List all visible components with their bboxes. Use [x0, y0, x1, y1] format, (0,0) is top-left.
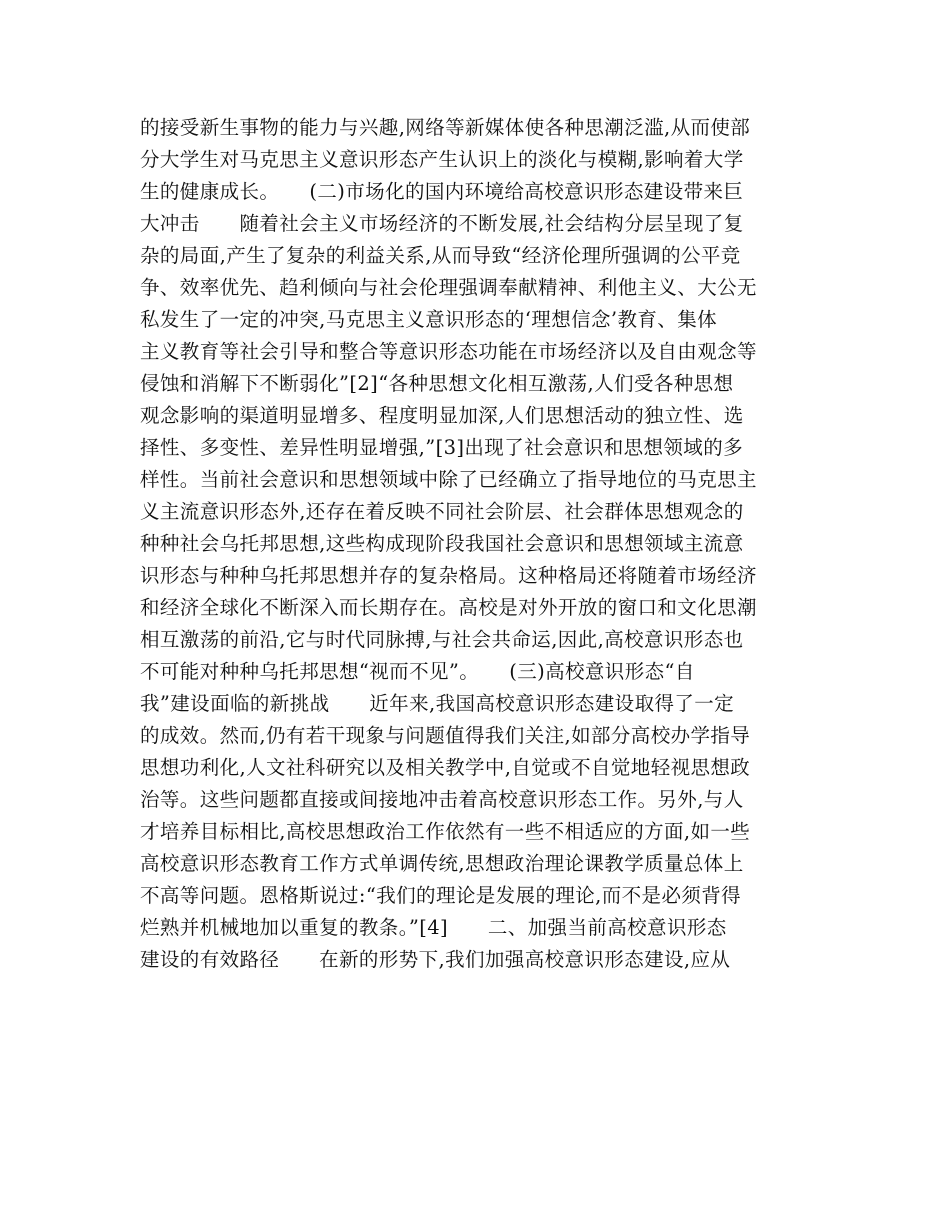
text-line: 择性、多变性、差异性明显增强,”[3]出现了社会意识和思想领域的多 — [140, 436, 743, 459]
text-line: 相互激荡的前沿,它与时代同脉搏,与社会共命运,因此,高校意识形态也 — [140, 628, 744, 651]
text-line: 和经济全球化不断深入而长期存在。高校是对外开放的窗口和文化思潮 — [140, 596, 757, 619]
text-line: 侵蚀和消解下不断弱化”[2]“各种思想文化相互激荡,人们受各种思想 — [140, 372, 734, 395]
text-line: 烂熟并机械地加以重复的教条。”[4] 二、加强当前高校意识形态 — [140, 916, 727, 939]
text-line: 主义教育等社会引导和整合等意识形态功能在市场经济以及自由观念等 — [140, 340, 757, 363]
text-line: 生的健康成长。 (二)市场化的国内环境给高校意识形态建设带来巨 — [140, 180, 744, 203]
text-line: 高校意识形态教育工作方式单调传统,思想政治理论课教学质量总体上 — [140, 852, 744, 875]
text-line: 不高等问题。恩格斯说过:“我们的理论是发展的理论,而不是必须背得 — [140, 884, 742, 907]
body-text — [140, 112, 820, 976]
text-line: 样性。当前社会意识和思想领域中除了已经确立了指导地位的马克思主 — [140, 468, 757, 491]
text-line: 争、效率优先、趋利倾向与社会伦理强调奉献精神、利他主义、大公无 — [140, 276, 757, 299]
text-line: 的接受新生事物的能力与兴趣,网络等新媒体使各种思潮泛滥,从而使部 — [140, 116, 751, 139]
text-line: 义主流意识形态外,还存在着反映不同社会阶层、社会群体思想观念的 — [140, 500, 744, 523]
text-line: 分大学生对马克思主义意识形态产生认识上的淡化与模糊,影响着大学 — [140, 148, 744, 171]
text-line: 建设的有效路径 在新的形势下,我们加强高校意识形态建设,应从 — [140, 948, 731, 971]
text-line: 杂的局面,产生了复杂的利益关系,从而导致“经济伦理所强调的公平竞 — [140, 244, 741, 267]
text-line: 私发生了一定的冲突,马克思主义意识形态的‘理想信念’教育、集体 — [140, 308, 717, 331]
text-line: 才培养目标相比,高校思想政治工作依然有一些不相适应的方面,如一些 — [140, 820, 751, 843]
text-line: 识形态与种种乌托邦思想并存的复杂格局。这种格局还将随着市场经济 — [140, 564, 757, 587]
text-line: 思想功利化,人文社科研究以及相关教学中,自觉或不自觉地轻视思想政 — [140, 756, 751, 779]
text-line: 大冲击 随着社会主义市场经济的不断发展,社会结构分层呈现了复 — [140, 212, 744, 235]
text-line: 我”建设面临的新挑战 近年来,我国高校意识形态建设取得了一定 — [140, 692, 735, 715]
text-line: 观念影响的渠道明显增多、程度明显加深,人们思想活动的独立性、选 — [140, 404, 744, 427]
text-line: 不可能对种种乌托邦思想“视而不见”。 (三)高校意识形态“自 — [140, 660, 695, 683]
text-line: 治等。这些问题都直接或间接地冲击着高校意识形态工作。另外,与人 — [140, 788, 744, 811]
text-line: 种种社会乌托邦思想,这些构成现阶段我国社会意识和思想领域主流意 — [140, 532, 744, 555]
text-line: 的成效。然而,仍有若干现象与问题值得我们关注,如部分高校办学指导 — [140, 724, 751, 747]
